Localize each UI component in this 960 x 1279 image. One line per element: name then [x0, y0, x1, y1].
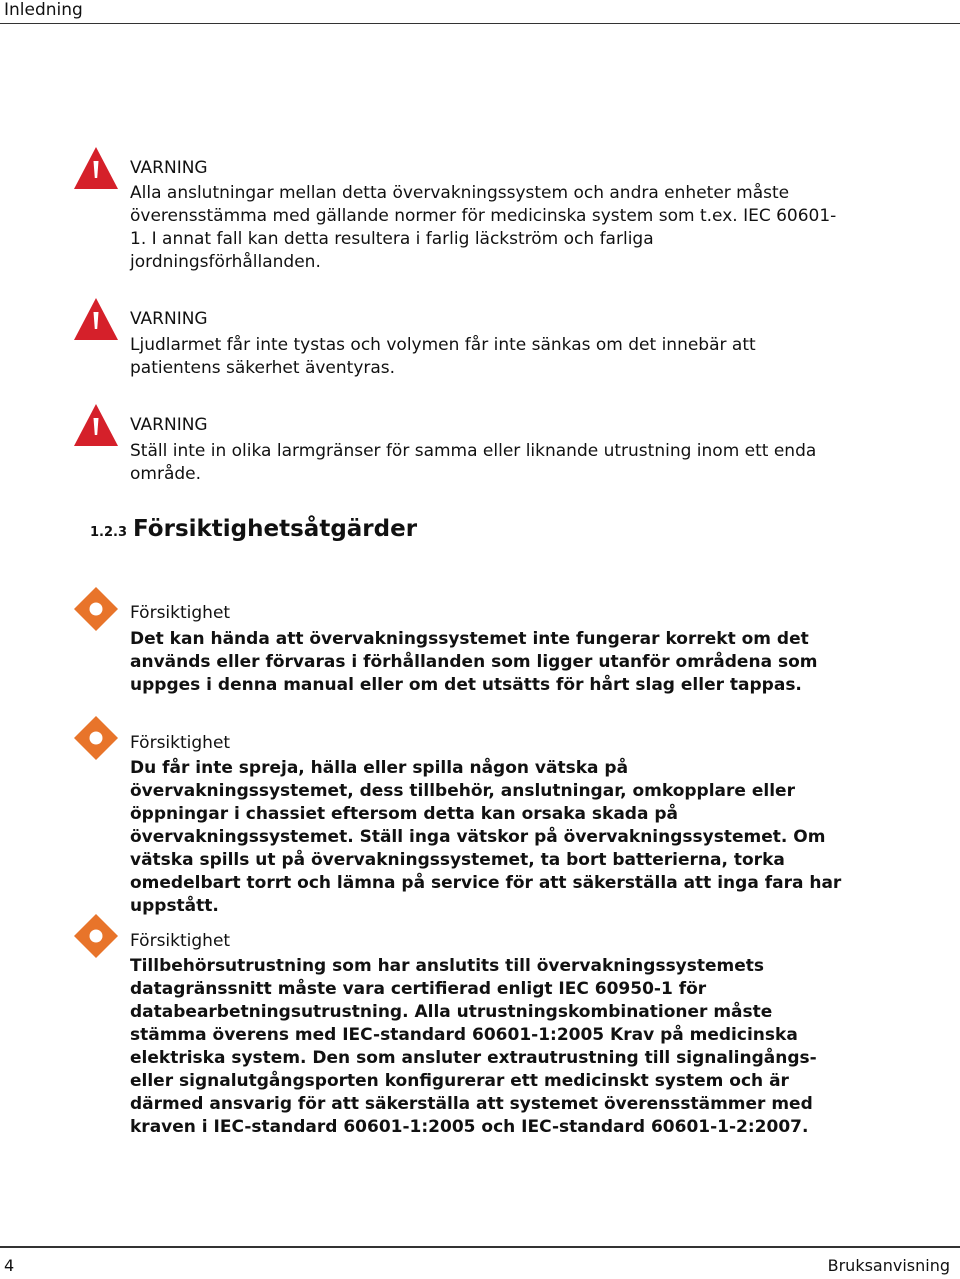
- caution-diamond-icon: [72, 912, 120, 960]
- warning-triangle-icon: [72, 296, 120, 344]
- warning-title: VARNING: [130, 415, 208, 435]
- caution-diamond-icon: [72, 714, 120, 762]
- warning-title: VARNING: [130, 158, 208, 178]
- caution-title: Försiktighet: [130, 733, 231, 753]
- section-heading: [90, 516, 417, 542]
- page-number: 4: [4, 1256, 15, 1275]
- caution-text: Tillbehörsutrustning som har anslutits till övervakningssystemets datagränssnitt måste vara certifierad enligt IEC 60950-1 för databearbetningsutrustning. Alla utrustningskombinationer måste stämma överens med IEC-standard 60601-1:2005 Krav på medicinska elektriska system. Den som ansluter extrautrustning till signalingångs- eller signalutgångsporten konfigurerar ett medicinskt system och är därmed ansvarig för att säkerställa att systemet överensstämmer med kraven i IEC-standard 60601-1:2005 och IEC-standard 60601-1-2:2007.: [130, 956, 817, 1137]
- footer-rule: [0, 1246, 960, 1248]
- caution-text: Det kan hända att övervakningssystemet inte fungerar korrekt om det används eller förvaras i förhållanden som ligger utanför områdena som uppges i denna manual eller om det utsätts för hårt slag eller tappas.: [130, 629, 818, 695]
- caution-diamond-icon: [72, 585, 120, 633]
- section-number: 1.2.3: [90, 525, 128, 540]
- header-rule: [0, 23, 960, 24]
- caution-title: Försiktighet: [130, 931, 231, 951]
- warning-text: Alla anslutningar mellan detta övervakningssystem och andra enheter måste överensstämma med gällande normer för medicinska system som t.ex. IEC 60601-1. I annat fall kan detta resultera i farlig läckström och farliga jordningsförhållanden.: [130, 183, 837, 272]
- caution-title: Försiktighet: [130, 603, 231, 623]
- warning-triangle-icon: [72, 145, 120, 193]
- warning-triangle-icon: [72, 402, 120, 450]
- section-title: Försiktighetsåtgärder: [133, 516, 418, 542]
- warning-text: Ljudlarmet får inte tystas och volymen får inte sänkas om det innebär att patientens säkerhet äventyras.: [130, 335, 756, 378]
- warning-text: Ställ inte in olika larmgränser för samma eller liknande utrustning inom ett enda område.: [130, 441, 817, 484]
- caution-text: Du får inte spreja, hälla eller spilla någon vätska på övervakningssystemet, dess tillbehör, anslutningar, omkopplare eller öppningar i chassiet eftersom detta kan orsaka skada på övervakningssystemet. Ställ inga vätskor på övervakningssystemet. Om vätska spills ut på övervakningssystemet, ta bort batterierna, torka omedelbart torrt och lämna på service för att säkerställa att inga fara har uppstått.: [130, 758, 842, 916]
- footer-title: Bruksanvisning: [827, 1256, 950, 1275]
- header-title: Inledning: [4, 0, 83, 20]
- warning-title: VARNING: [130, 309, 208, 329]
